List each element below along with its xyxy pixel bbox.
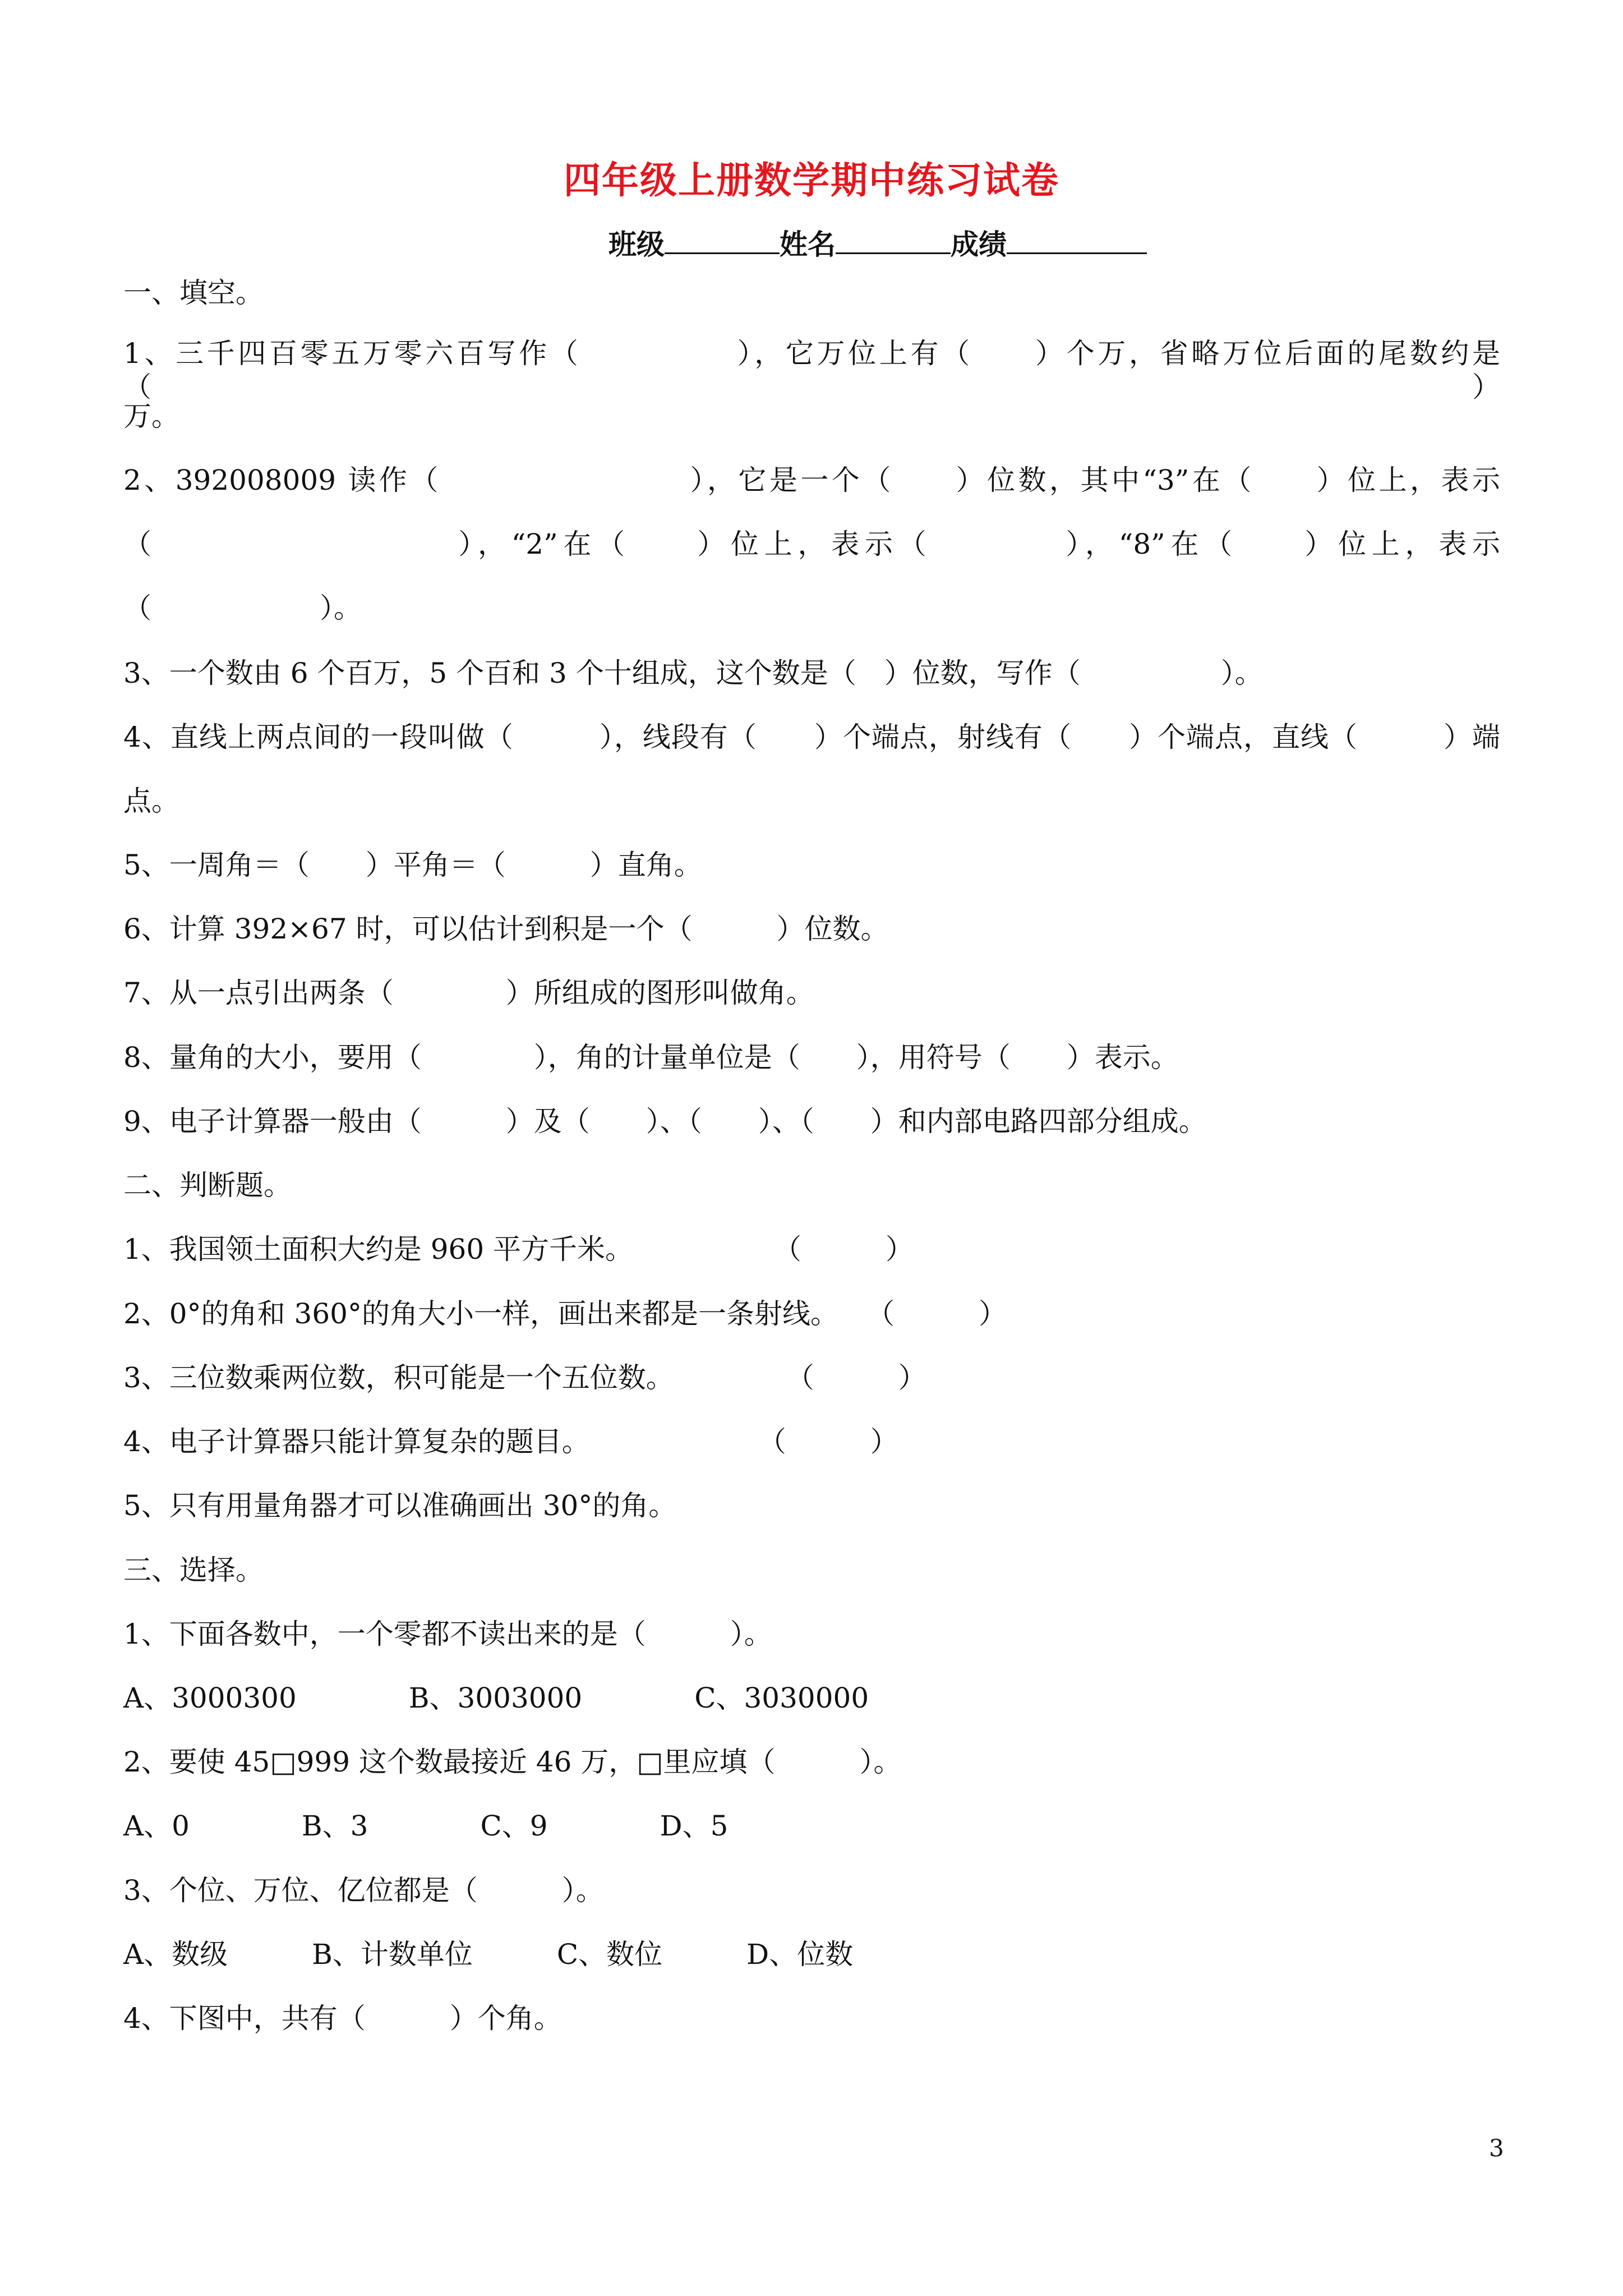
question-line: 2、392008009 读作（ ），它是一个（ ）位数，其中“3”在（ ）位上，表示	[123, 464, 1500, 496]
question-line: 4、下图中，共有（ ）个角。	[123, 2002, 562, 2035]
section-heading-true-false: 二、判断题。	[123, 1169, 292, 1202]
question-line: 万。	[123, 400, 179, 432]
question-line: 5、只有用量角器才可以准确画出 30°的角。	[123, 1489, 677, 1522]
page-title: 四年级上册数学期中练习试卷	[564, 158, 1059, 202]
question-line: 2、要使 45□999 这个数最接近 46 万，□里应填（ ）。	[123, 1746, 902, 1778]
question-line: 点。	[123, 785, 179, 817]
score-blank[interactable]	[1007, 224, 1147, 254]
student-info-line	[608, 222, 1147, 263]
question-line: （ ）。	[123, 592, 362, 624]
name-label: 姓名	[780, 228, 836, 261]
section-heading-choice: 三、选择。	[123, 1554, 264, 1586]
class-label: 班级	[608, 228, 665, 261]
question-line: 1、我国领土面积大约是 960 平方千米。 （ ）	[123, 1233, 914, 1266]
question-line: 3、个位、万位、亿位都是（ ）。	[123, 1874, 604, 1907]
name-blank[interactable]	[836, 224, 951, 254]
question-line: 7、从一点引出两条（ ）所组成的图形叫做角。	[123, 977, 814, 1009]
question-line: 2、0°的角和 360°的角大小一样，画出来都是一条射线。 （ ）	[123, 1297, 1007, 1330]
answer-options: A、数级 B、计数单位 C、数位 D、位数	[123, 1938, 854, 1971]
question-line: 3、三位数乘两位数，积可能是一个五位数。 （ ）	[123, 1361, 926, 1394]
question-line: 3、一个数由 6 个百万，5 个百和 3 个十组成，这个数是（ ）位数，写作（ ）。	[123, 657, 1263, 689]
class-blank[interactable]	[665, 224, 780, 254]
question-line: 5、一周角＝（ ）平角＝（ ）直角。	[123, 849, 702, 881]
score-label: 成绩	[951, 228, 1007, 261]
answer-options: A、0 B、3 C、9 D、5	[123, 1810, 728, 1842]
question-line: 9、电子计算器一般由（ ）及（ ）、（ ）、（ ）和内部电路四部分组成。	[123, 1105, 1207, 1138]
section-heading-fill-in: 一、填空。	[123, 277, 264, 309]
question-line: 1、三千四百零五万零六百写作（ ），它万位上有（ ）个万，省略万位后面的尾数约是（ ）	[123, 337, 1500, 403]
page-number: 3	[1489, 2134, 1504, 2162]
question-line: 4、电子计算器只能计算复杂的题目。 （ ）	[123, 1425, 898, 1458]
question-line: （ ），“2”在（ ）位上，表示（ ），“8”在（ ）位上，表示	[123, 528, 1500, 560]
question-line: 8、量角的大小，要用（ ），角的计量单位是（ ），用符号（ ）表示。	[123, 1041, 1179, 1074]
question-line: 4、直线上两点间的一段叫做（ ），线段有（ ）个端点，射线有（ ）个端点，直线（ ）端	[123, 721, 1500, 753]
question-line: 1、下面各数中，一个零都不读出来的是（ ）。	[123, 1618, 772, 1650]
answer-options: A、3000300 B、3003000 C、3030000	[123, 1682, 869, 1714]
question-line: 6、计算 392×67 时，可以估计到积是一个（ ）位数。	[123, 913, 889, 945]
